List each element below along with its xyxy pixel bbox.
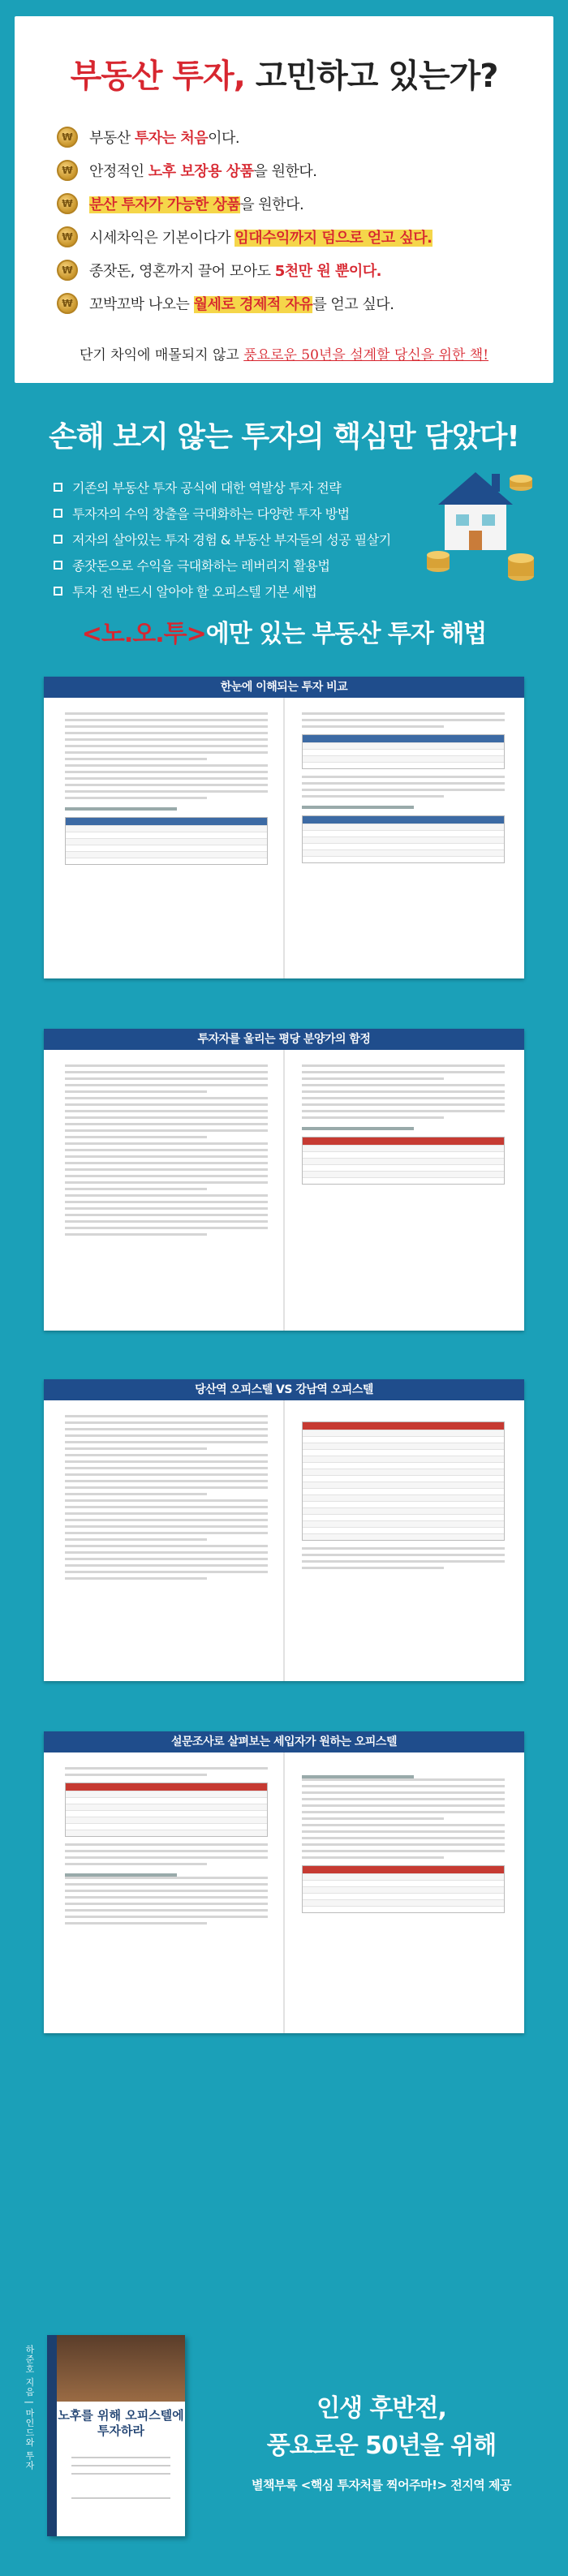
spread-header: 당산역 오피스텔 VS 강남역 오피스텔: [44, 1379, 524, 1400]
closing-line1: 인생 후반전,: [316, 2394, 446, 2423]
core-item-label: 저자의 살아있는 투자 경험 & 부동산 부자들의 성공 필살기: [72, 531, 391, 548]
hero-footer-text: 단기 차익에 매몰되지 않고: [79, 347, 244, 363]
spread-preview: [44, 1379, 524, 1681]
hero-item-text: 안정적인: [89, 163, 148, 180]
coin-icon: ₩: [57, 127, 78, 148]
hero-item: [57, 288, 527, 319]
core-item: [54, 500, 402, 526]
coin-icon: ₩: [57, 193, 78, 214]
solution-title-rest: 에만 있는 부동산 투자 해법: [205, 620, 487, 648]
hero-footer: [15, 343, 553, 363]
hero-item-text: 이다.: [208, 130, 240, 147]
hero-item-text: 를 얻고 싶다.: [312, 296, 394, 313]
spread-header: 설문조사로 살펴보는 세입자가 원하는 오피스텔: [44, 1731, 524, 1752]
core-item: [54, 578, 402, 604]
spread-preview: [44, 677, 524, 978]
hero-item-text: 꼬박꼬박 나오는: [89, 296, 194, 313]
book-spine-text: 하준호 지음 | 마인드와 투자: [24, 2345, 35, 2471]
core-item-label: 기존의 부동산 투자 공식에 대한 역발상 투자 전략: [72, 480, 342, 496]
spread-table: [302, 1865, 505, 1913]
checkbox-icon: [54, 561, 62, 570]
closing-subtitle: 별책부록 <핵심 투자처를 찍어주마!> 전지역 제공: [252, 2478, 511, 2492]
core-item-label: 투자자의 수익 창출을 극대화하는 다양한 투자 방법: [72, 505, 350, 522]
hero-item-highlight: 분산 투자가 가능한 상품: [89, 196, 241, 213]
hero-item-text: 부동산: [89, 130, 135, 147]
closing-title: [195, 2390, 568, 2465]
spread-table: [302, 815, 505, 863]
hero-item: [57, 122, 527, 153]
book-cover: [47, 2335, 185, 2536]
core-item: [54, 474, 402, 500]
hero-item-text: 종잣돈, 영혼까지 끌어 모아도: [89, 263, 275, 280]
hero-item: [57, 188, 527, 219]
coin-icon: ₩: [57, 293, 78, 314]
book-cover-image: [57, 2335, 185, 2402]
hero-item-text: 을 원한다.: [253, 163, 317, 180]
solution-title-red: <노.오.투>: [81, 620, 206, 648]
coin-icon: ₩: [57, 260, 78, 281]
house-with-coins-icon: [422, 454, 544, 592]
spread-table: [65, 1783, 268, 1837]
coin-icon: ₩: [57, 226, 78, 247]
hero-item-highlight: 임대수익까지 덤으로 얻고 싶다.: [235, 230, 432, 247]
spread-table: [302, 1421, 505, 1541]
hero-item: [57, 155, 527, 186]
core-item: [54, 552, 402, 578]
hero-item: [57, 221, 527, 252]
core-item-label: 종잣돈으로 수익을 극대화하는 레버리지 활용법: [72, 557, 330, 574]
core-list: [54, 474, 402, 604]
checkbox-icon: [54, 509, 62, 518]
hero-item-highlight: 노후 보장용 상품: [148, 163, 254, 180]
solution-title: [0, 613, 568, 649]
coin-icon: ₩: [57, 160, 78, 181]
spread-header: 한눈에 이해되는 투자 비교: [44, 677, 524, 698]
spread-table: [65, 817, 268, 865]
hero-item-highlight: 5천만 원 뿐이다.: [274, 263, 381, 280]
hero-item-highlight: 월세로 경제적 자유: [193, 296, 313, 313]
spread-table: [302, 1137, 505, 1185]
spread-table: [302, 734, 505, 769]
checkbox-icon: [54, 483, 62, 492]
hero-item-text: 시세차익은 기본이다가: [89, 230, 235, 247]
hero-title-rest: 고민하고 있는가?: [244, 58, 498, 95]
checkbox-icon: [54, 587, 62, 596]
hero-item-text: 을 원한다.: [240, 196, 304, 213]
hero-footer-highlight: 풍요로운 50년을 설계할 당신을 위한 책!: [243, 347, 489, 363]
hero-item: [57, 255, 527, 286]
core-title: 손해 보지 않는 투자의 핵심만 담았다!: [49, 420, 519, 454]
hero-card: [15, 16, 553, 383]
hero-list: [57, 122, 527, 321]
core-item-label: 투자 전 반드시 알아야 할 오피스텔 기본 세법: [72, 583, 317, 600]
spread-preview: [44, 1029, 524, 1331]
spread-preview: [44, 1731, 524, 2033]
checkbox-icon: [54, 535, 62, 544]
hero-title-red: 부동산 투자,: [70, 58, 245, 95]
core-item: [54, 526, 402, 552]
book-title: 노후를 위해 오피스텔에 투자하라: [58, 2408, 184, 2438]
spread-header: 투자자를 울리는 평당 분양가의 함정: [44, 1029, 524, 1050]
hero-title: [15, 50, 553, 97]
closing-line2: 풍요로운 50년을 위해: [266, 2432, 497, 2460]
hero-item-highlight: 투자는 처음: [134, 130, 209, 147]
